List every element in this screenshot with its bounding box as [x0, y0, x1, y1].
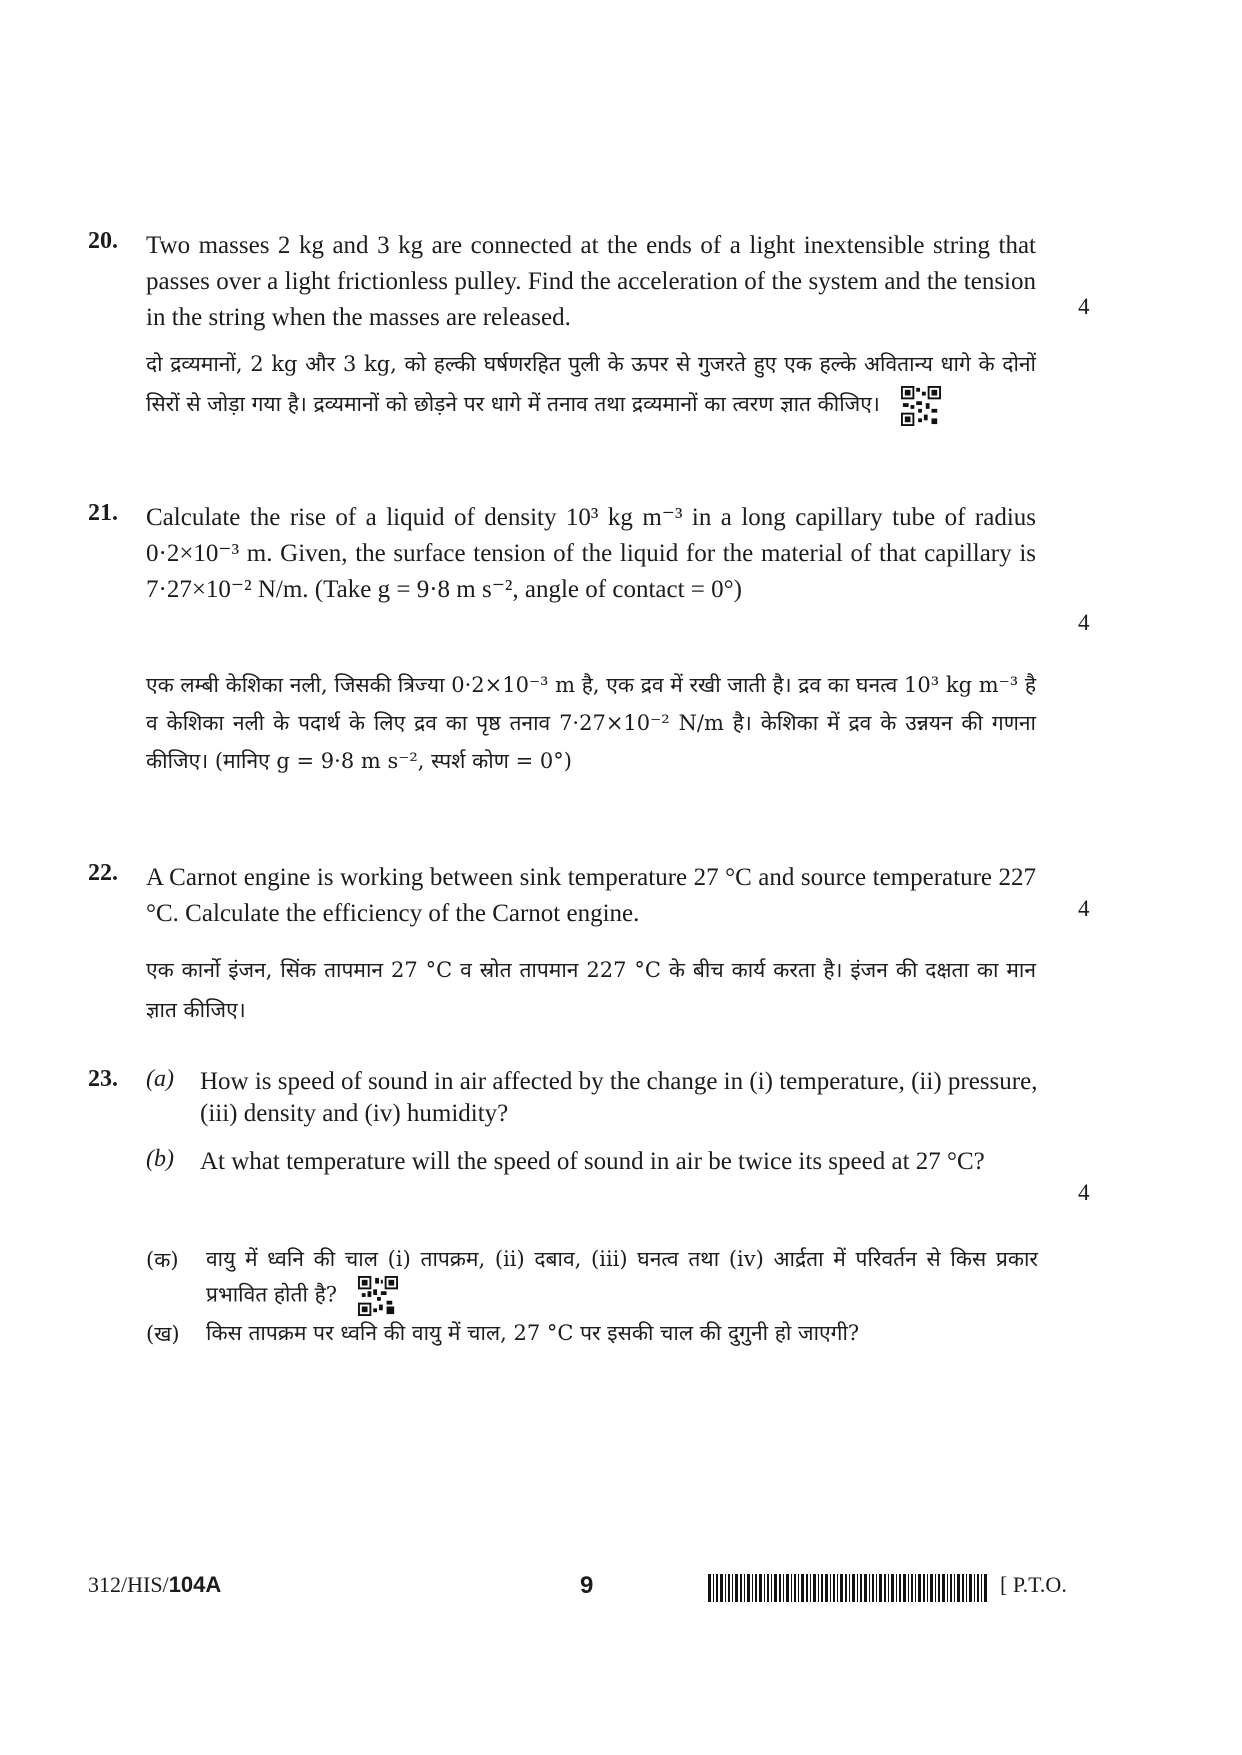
question-marks: 4: [1078, 294, 1090, 319]
question-english-text: Two masses 2 kg and 3 kg are connected at the ends of a light inextensible string that passes over a light frictionless pulley. Find the acceleration of the system and the tension in the string when the masses are released.: [146, 232, 1036, 331]
question-number: 21.: [88, 500, 118, 526]
qr-code-icon: [358, 1276, 398, 1316]
hindi-text: दो द्रव्यमानों, 2 kg और 3 kg, को हल्की घर्षणरहित पुली के ऊपर से गुजरते हुए एक हल्के अवितान्य धागे के दोनों सिरों से जोड़ा गया है। द्रव्यमानों को छोड़ने पर धागे में तनाव तथा द्रव्यमानों का त्वरण ज्ञात कीजिए।: [146, 352, 1036, 416]
paper-code: [88, 1572, 221, 1598]
question-english-text: Calculate the rise of a liquid of density 10³ kg m⁻³ in a long capillary tube of radius 0·2×10⁻³ m. Given, the surface tension of the liquid for the material of that capillary is 7·27×10⁻² N/m. (Take g = 9·8 m s⁻², angle of contact = 0°): [146, 504, 1036, 603]
page-number: 9: [580, 1572, 594, 1599]
part-kha-text: किस तापक्रम पर ध्वनि की वायु में चाल, 27 °C पर इसकी चाल की दुगुनी हो जाएगी?: [206, 1321, 860, 1345]
part-b-text: At what temperature will the speed of sound in air be twice its speed at 27 °C?: [200, 1148, 985, 1175]
question-number: 23.: [88, 1066, 118, 1092]
part-b-label: (b): [146, 1146, 174, 1172]
paper-code-bold: 104A: [168, 1572, 222, 1597]
part-ka-label: (क): [146, 1248, 179, 1272]
part-a-label: (a): [146, 1066, 174, 1092]
hindi-text: वायु में ध्वनि की चाल (i) तापक्रम, (ii) दबाव, (iii) घनत्व तथा (iv) आर्द्रता में परिवर्तन से किस प्रकार प्रभावित होती है?: [206, 1247, 1038, 1307]
part-kha-label: (ख): [146, 1322, 180, 1346]
barcode-icon: [708, 1574, 990, 1602]
question-english-text: A Carnot engine is working between sink temperature 27 °C and source temperature 227 °C. Calculate the efficiency of the Carnot engine.: [146, 864, 1036, 927]
question-hindi-text: एक लम्बी केशिका नली, जिसकी त्रिज्या 0·2×10⁻³ m है, एक द्रव में रखी जाती है। द्रव का घनत्व 10³ kg m⁻³ है व केशिका नली के पदार्थ के लिए द्रव का पृष्ठ तनाव 7·27×10⁻² N/m है। केशिका में द्रव के उन्नयन की गणना कीजिए। (मानिए g = 9·8 m s⁻², स्पर्श कोण = 0°): [146, 673, 1036, 773]
question-marks: 4: [1078, 896, 1090, 921]
please-turn-over: [ P.T.O.: [1000, 1572, 1067, 1597]
qr-code-icon: [901, 386, 941, 426]
part-ka-text: [206, 1242, 1038, 1316]
question-hindi-text: [146, 344, 1036, 426]
question-marks: 4: [1078, 610, 1090, 635]
question-number: 20.: [88, 228, 118, 254]
paper-code-prefix: 312/HIS/: [88, 1572, 169, 1597]
question-number: 22.: [88, 860, 118, 886]
part-a-text: How is speed of sound in air affected by the change in (i) temperature, (ii) pressure, (iii) density and (iv) humidity?: [200, 1068, 1038, 1127]
page-footer: [0, 1572, 1242, 1612]
question-hindi-text: एक कार्नो इंजन, सिंक तापमान 27 °C व स्रोत तापमान 227 °C के बीच कार्य करता है। इंजन की दक्षता का मान ज्ञात कीजिए।: [146, 958, 1036, 1022]
question-marks: 4: [1078, 1180, 1090, 1205]
